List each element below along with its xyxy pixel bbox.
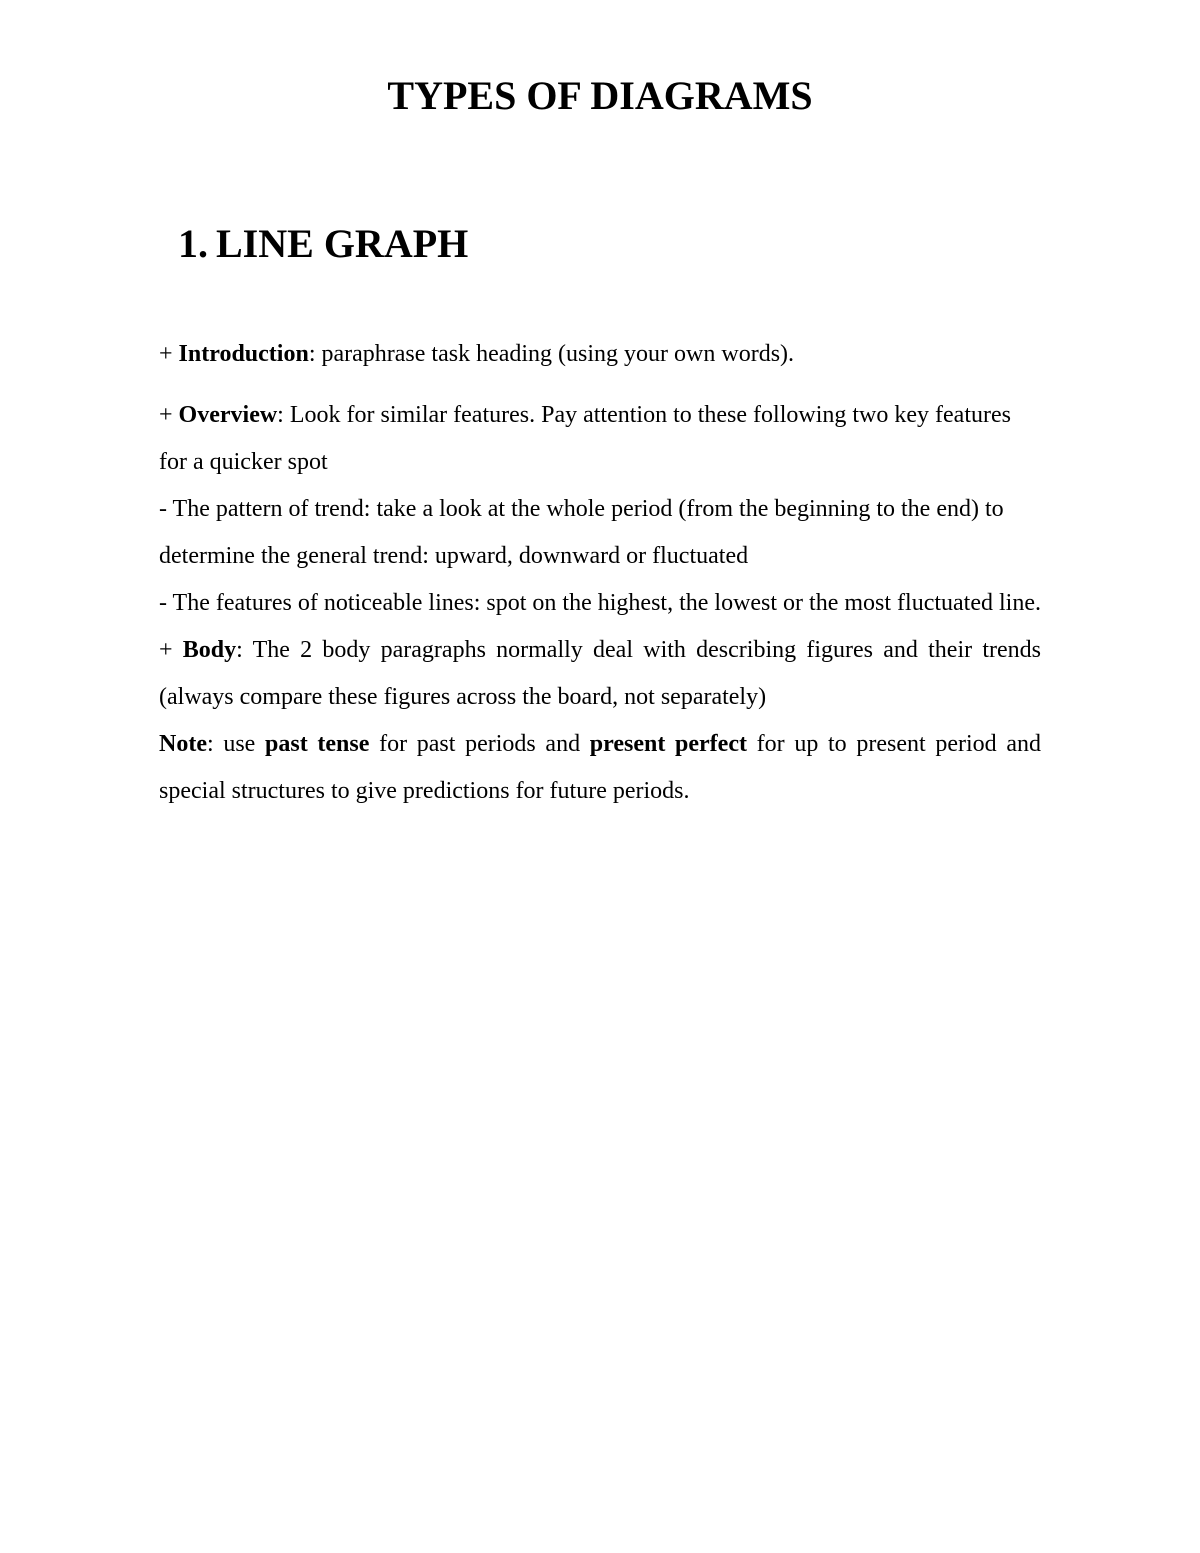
section-title: LINE GRAPH [216,221,469,266]
bullet-trend-pattern: - The pattern of trend: take a look at the whole period (from the beginning to the end) to determine the general trend: upward, downward or fluctuated [159,496,1004,569]
body-prefix: + [159,637,183,663]
overview-label: Overview [178,402,278,428]
introduction-label: Introduction [178,341,309,367]
note-paragraph [159,721,1041,815]
bullet-noticeable-lines: - The features of noticeable lines: spot on the highest, the lowest or the most fluctuated line. [159,590,1041,616]
note-bold-present-perfect: present perfect [589,731,747,757]
overview-prefix: + [159,402,179,428]
note-text-1: : use [206,731,266,757]
overview-text: : Look for similar features. Pay attention to these following two key features for a quicker spot [159,402,1011,475]
body-text: : The 2 body paragraphs normally deal with describing figures and their trends (always compare these figures across the board, not separately) [159,637,1041,710]
introduction-paragraph [159,338,1041,370]
body-paragraph [159,627,1041,721]
section-heading [178,220,468,268]
note-label: Note [159,731,207,757]
document-title: TYPES OF DIAGRAMS [387,73,813,118]
introduction-text: : paraphrase task heading (using your own words). [308,341,795,367]
body-label: Body [182,637,237,663]
overview-paragraph [159,392,1041,486]
content-block [159,392,1041,815]
introduction-prefix: + [159,341,179,367]
note-text-3: for up to present period and special structures to give predictions for future periods. [159,731,1042,804]
note-bold-past-tense: past tense [265,731,370,757]
section-number: 1. [178,221,208,266]
note-text-2: for past periods and [369,731,590,757]
